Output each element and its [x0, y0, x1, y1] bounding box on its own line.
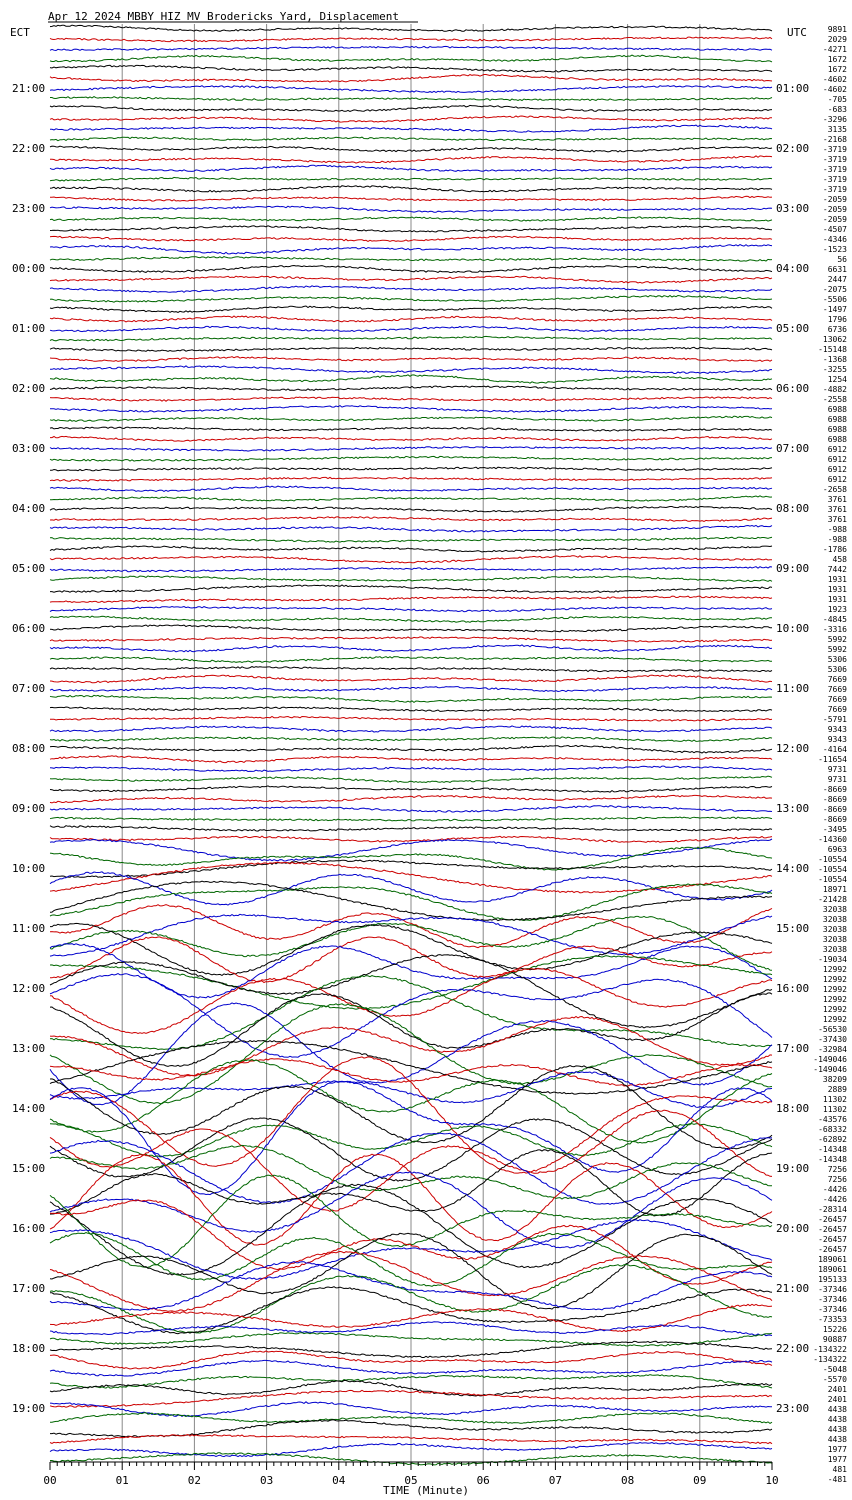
x-tick-label: 09 [693, 1474, 707, 1487]
left-time-label: 17:00 [12, 1282, 46, 1295]
trace-value-label: 12992 [822, 975, 847, 984]
trace-value-label: -4602 [822, 85, 847, 94]
trace-value-label: -73353 [818, 1315, 847, 1324]
trace-value-label: -56530 [818, 1025, 847, 1034]
x-tick-label: 04 [332, 1474, 346, 1487]
trace-value-label: 5992 [827, 635, 847, 644]
trace-value-label: -705 [827, 95, 847, 104]
trace-value-label: -32984 [818, 1045, 847, 1054]
left-time-label: 23:00 [12, 202, 46, 215]
trace-value-label: -4164 [822, 745, 847, 754]
trace-value-label: -149046 [813, 1055, 847, 1064]
trace-value-label: 6912 [827, 465, 847, 474]
trace-value-label: -26457 [818, 1225, 847, 1234]
trace-value-label: 2401 [827, 1385, 847, 1394]
trace-value-label: 6963 [827, 845, 847, 854]
trace-value-label: 7669 [827, 675, 847, 684]
trace-value-label: 1977 [827, 1445, 847, 1454]
trace-value-label: 90887 [822, 1335, 847, 1344]
trace-value-label: -3719 [822, 185, 847, 194]
trace-value-label: 6912 [827, 475, 847, 484]
trace-value-label: -14348 [818, 1145, 847, 1154]
trace-value-label: -2075 [822, 285, 847, 294]
trace-value-label: 189061 [818, 1255, 847, 1264]
trace-value-label: 9343 [827, 725, 847, 734]
left-time-label: 15:00 [12, 1162, 46, 1175]
x-tick-label: 06 [476, 1474, 490, 1487]
trace-value-label: 12992 [822, 965, 847, 974]
left-axis-label: ECT [10, 26, 30, 39]
trace-value-label: 1672 [827, 65, 847, 74]
trace-value-label: 12992 [822, 1015, 847, 1024]
left-time-label: 05:00 [12, 562, 46, 575]
trace-value-label: 7669 [827, 685, 847, 694]
trace-value-label: 12992 [822, 995, 847, 1004]
trace-value-label: -481 [827, 1475, 847, 1484]
right-time-labels [776, 82, 809, 1415]
chart-title: Apr 12 2024 MBBY HIZ MV Brodericks Yard, Displacement [48, 10, 399, 23]
trace-value-label: 18971 [822, 885, 847, 894]
trace-value-label: 189061 [818, 1265, 847, 1274]
left-time-label: 11:00 [12, 922, 46, 935]
trace-value-label: 2401 [827, 1395, 847, 1404]
trace-value-labels [813, 25, 847, 1484]
trace-value-label: -3719 [822, 165, 847, 174]
x-tick-label: 01 [115, 1474, 129, 1487]
trace-value-label: 5306 [827, 655, 847, 664]
trace-value-label: 3761 [827, 495, 847, 504]
left-time-label: 06:00 [12, 622, 46, 635]
trace-value-label: 5992 [827, 645, 847, 654]
trace-value-label: -2059 [822, 195, 847, 204]
left-time-label: 00:00 [12, 262, 46, 275]
trace-value-label: -4602 [822, 75, 847, 84]
trace-value-label: 12992 [822, 985, 847, 994]
trace-value-label: -4426 [822, 1185, 847, 1194]
left-time-label: 16:00 [12, 1222, 46, 1235]
left-time-label: 10:00 [12, 862, 46, 875]
trace-value-label: 9731 [827, 765, 847, 774]
trace-value-label: 38209 [822, 1075, 847, 1084]
trace-value-label: 11302 [822, 1105, 847, 1114]
trace-value-label: -37346 [818, 1305, 847, 1314]
right-time-label: 06:00 [776, 382, 810, 395]
trace-value-label: -5048 [822, 1365, 847, 1374]
trace-value-label: -3719 [822, 155, 847, 164]
trace-value-label: 32038 [822, 925, 847, 934]
trace-value-label: -5570 [822, 1375, 847, 1384]
trace-value-label: -62892 [818, 1135, 847, 1144]
trace-value-label: -10554 [818, 875, 847, 884]
trace-value-label: -37430 [818, 1035, 847, 1044]
trace-value-label: 481 [832, 1465, 847, 1474]
trace-value-label: -11654 [818, 755, 847, 764]
left-time-label: 14:00 [12, 1102, 46, 1115]
trace-value-label: -37346 [818, 1285, 847, 1294]
trace-value-label: 4438 [827, 1435, 847, 1444]
x-axis-label: TIME (Minute) [382, 1484, 470, 1497]
trace-value-label: 1931 [827, 595, 847, 604]
left-time-label: 07:00 [12, 682, 46, 695]
x-tick-label: 03 [259, 1474, 274, 1487]
trace-value-label: -14360 [818, 835, 847, 844]
trace-value-label: 6988 [827, 405, 847, 414]
trace-value-label: 458 [832, 555, 847, 564]
left-time-label: 22:00 [12, 142, 46, 155]
trace-value-label: 4438 [827, 1425, 847, 1434]
trace-value-label: -1786 [822, 545, 847, 554]
left-time-label: 08:00 [12, 742, 46, 755]
trace-value-label: 6988 [827, 435, 847, 444]
trace-value-label: -2658 [822, 485, 847, 494]
trace-value-label: 6631 [827, 265, 847, 274]
right-time-label: 21:00 [776, 1282, 810, 1295]
trace-value-label: -4426 [822, 1195, 847, 1204]
trace-value-label: 9731 [827, 775, 847, 784]
trace-value-label: -5791 [822, 715, 847, 724]
left-time-label: 13:00 [12, 1042, 46, 1055]
trace-value-label: 13062 [822, 335, 847, 344]
trace-value-label: -2059 [822, 205, 847, 214]
trace-value-label: -26457 [818, 1215, 847, 1224]
trace-value-label: -1523 [822, 245, 847, 254]
trace-value-label: -26457 [818, 1245, 847, 1254]
trace-value-label: -1497 [822, 305, 847, 314]
trace-value-label: 2447 [827, 275, 847, 284]
trace-value-label: -2168 [822, 135, 847, 144]
trace-value-label: -15148 [818, 345, 847, 354]
trace-value-label: 9343 [827, 735, 847, 744]
right-time-label: 17:00 [776, 1042, 810, 1055]
trace-value-label: 1796 [827, 315, 847, 324]
right-time-label: 20:00 [776, 1222, 810, 1235]
trace-value-label: 7256 [827, 1175, 847, 1184]
right-time-label: 13:00 [776, 802, 810, 815]
trace-value-label: -10554 [818, 865, 847, 874]
trace-value-label: -37346 [818, 1295, 847, 1304]
right-time-label: 14:00 [776, 862, 810, 875]
trace-value-label: 1931 [827, 575, 847, 584]
trace-value-label: 4438 [827, 1415, 847, 1424]
trace-value-label: 7669 [827, 695, 847, 704]
right-time-label: 03:00 [776, 202, 810, 215]
trace-value-label: 6912 [827, 445, 847, 454]
trace-value-label: 2889 [827, 1085, 847, 1094]
trace-value-label: 3761 [827, 505, 847, 514]
right-time-label: 19:00 [776, 1162, 810, 1175]
right-time-label: 09:00 [776, 562, 810, 575]
trace-value-label: 56 [837, 255, 847, 264]
trace-value-label: -4271 [822, 45, 847, 54]
left-time-labels [12, 82, 45, 1415]
trace-value-label: -8669 [822, 785, 847, 794]
x-tick-label: 02 [187, 1474, 202, 1487]
trace-value-label: 195133 [818, 1275, 847, 1284]
trace-value-label: 7442 [827, 565, 847, 574]
x-tick-label: 00 [43, 1474, 57, 1487]
left-time-label: 04:00 [12, 502, 46, 515]
right-time-label: 04:00 [776, 262, 810, 275]
trace-value-label: -8669 [822, 805, 847, 814]
trace-value-label: -8669 [822, 815, 847, 824]
trace-value-label: 3761 [827, 515, 847, 524]
trace-value-label: 9891 [827, 25, 847, 34]
trace-value-label: 6988 [827, 415, 847, 424]
trace-value-label: 1923 [827, 605, 847, 614]
right-time-label: 16:00 [776, 982, 810, 995]
x-tick-label: 10 [765, 1474, 779, 1487]
left-time-label: 21:00 [12, 82, 46, 95]
trace-value-label: 32038 [822, 935, 847, 944]
x-tick-label: 05 [404, 1474, 418, 1487]
trace-value-label: 4438 [827, 1405, 847, 1414]
right-time-label: 11:00 [776, 682, 810, 695]
right-time-label: 12:00 [776, 742, 810, 755]
trace-value-label: 2029 [827, 35, 847, 44]
trace-value-label: -3255 [822, 365, 847, 374]
right-time-label: 08:00 [776, 502, 810, 515]
trace-value-label: 15226 [822, 1325, 847, 1334]
right-time-label: 23:00 [776, 1402, 810, 1415]
trace-value-label: -3719 [822, 175, 847, 184]
trace-value-label: 7256 [827, 1165, 847, 1174]
left-time-label: 03:00 [12, 442, 46, 455]
trace-value-label: -14348 [818, 1155, 847, 1164]
right-time-label: 22:00 [776, 1342, 810, 1355]
trace-value-label: -4507 [822, 225, 847, 234]
trace-value-label: -3316 [822, 625, 847, 634]
trace-value-label: 1931 [827, 585, 847, 594]
trace-value-label: 1672 [827, 55, 847, 64]
right-axis-label: UTC [787, 26, 807, 39]
trace-value-label: -988 [827, 535, 847, 544]
right-time-label: 15:00 [776, 922, 810, 935]
trace-value-label: -1368 [822, 355, 847, 364]
trace-value-label: 11302 [822, 1095, 847, 1104]
x-tick-label: 08 [620, 1474, 635, 1487]
x-tick-label: 07 [548, 1474, 563, 1487]
right-time-label: 07:00 [776, 442, 810, 455]
left-time-label: 12:00 [12, 982, 46, 995]
trace-value-label: -19034 [818, 955, 847, 964]
trace-value-label: 7669 [827, 705, 847, 714]
trace-value-label: -68332 [818, 1125, 847, 1134]
trace-value-label: 6736 [827, 325, 847, 334]
trace-value-label: -4346 [822, 235, 847, 244]
trace-value-label: -2558 [822, 395, 847, 404]
trace-value-label: 1254 [827, 375, 847, 384]
trace-value-label: -5506 [822, 295, 847, 304]
trace-value-label: 5306 [827, 665, 847, 674]
left-time-label: 02:00 [12, 382, 46, 395]
right-time-label: 10:00 [776, 622, 810, 635]
trace-value-label: -10554 [818, 855, 847, 864]
trace-value-label: -2059 [822, 215, 847, 224]
left-time-label: 19:00 [12, 1402, 46, 1415]
trace-value-label: -21428 [818, 895, 847, 904]
trace-value-label: -28314 [818, 1205, 847, 1214]
trace-value-label: -3495 [822, 825, 847, 834]
trace-value-label: 32038 [822, 915, 847, 924]
left-time-label: 09:00 [12, 802, 46, 815]
trace-value-label: -3719 [822, 145, 847, 154]
trace-value-label: 6988 [827, 425, 847, 434]
trace-value-label: -683 [827, 105, 847, 114]
trace-value-label: -134322 [813, 1345, 847, 1354]
trace-value-label: 1977 [827, 1455, 847, 1464]
trace-value-label: -4882 [822, 385, 847, 394]
left-time-label: 01:00 [12, 322, 46, 335]
trace-value-label: 3135 [827, 125, 847, 134]
right-time-label: 01:00 [776, 82, 810, 95]
right-time-label: 02:00 [776, 142, 810, 155]
trace-value-label: -134322 [813, 1355, 847, 1364]
trace-value-label: -26457 [818, 1235, 847, 1244]
trace-value-label: 32038 [822, 945, 847, 954]
trace-value-label: -8669 [822, 795, 847, 804]
right-time-label: 05:00 [776, 322, 810, 335]
trace-value-label: 32038 [822, 905, 847, 914]
trace-value-label: 12992 [822, 1005, 847, 1014]
trace-value-label: 6912 [827, 455, 847, 464]
left-time-label: 18:00 [12, 1342, 46, 1355]
trace-value-label: -149046 [813, 1065, 847, 1074]
trace-value-label: -4845 [822, 615, 847, 624]
trace-value-label: -43576 [818, 1115, 847, 1124]
trace-value-label: -3296 [822, 115, 847, 124]
right-time-label: 18:00 [776, 1102, 810, 1115]
trace-value-label: -988 [827, 525, 847, 534]
